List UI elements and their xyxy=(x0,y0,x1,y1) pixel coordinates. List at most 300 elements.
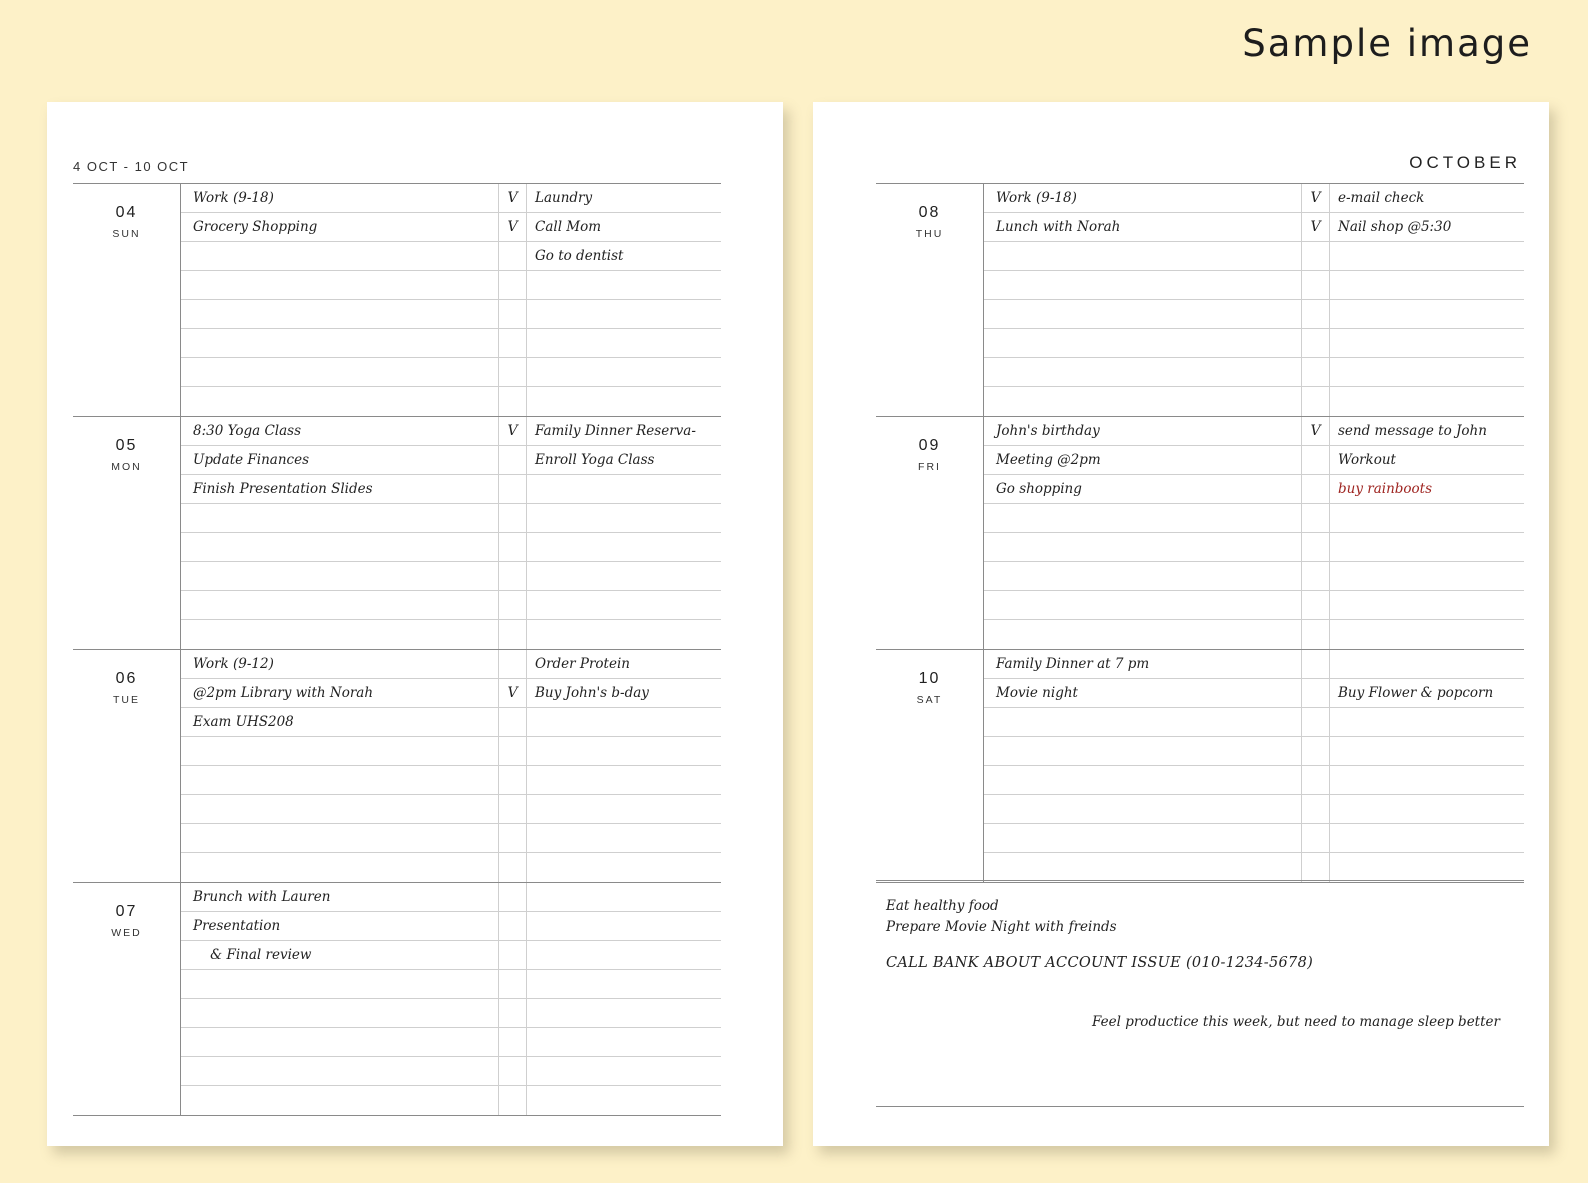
todo-cell[interactable] xyxy=(1330,679,1524,708)
planner-row xyxy=(181,329,721,358)
task-cell[interactable] xyxy=(181,912,499,941)
notes-area xyxy=(876,880,1524,1107)
check-cell[interactable] xyxy=(499,271,527,300)
planner-row xyxy=(181,591,721,620)
todo-cell[interactable] xyxy=(527,737,721,766)
todo-cell[interactable] xyxy=(1330,853,1524,882)
check-cell[interactable] xyxy=(1302,475,1330,504)
todo-cell[interactable] xyxy=(527,650,721,679)
todo-cell-text: Call Mom xyxy=(535,219,602,235)
task-cell[interactable] xyxy=(984,475,1302,504)
check-cell[interactable] xyxy=(499,533,527,562)
todo-cell[interactable] xyxy=(527,300,721,329)
check-cell[interactable] xyxy=(499,213,527,242)
check-cell[interactable] xyxy=(499,562,527,591)
planner-row xyxy=(984,504,1524,533)
day-block xyxy=(73,416,721,649)
task-cell[interactable] xyxy=(984,504,1302,533)
check-cell[interactable] xyxy=(499,999,527,1028)
check-cell[interactable] xyxy=(499,679,527,708)
task-cell[interactable] xyxy=(181,475,499,504)
planner-row xyxy=(181,679,721,708)
day-number: 07 xyxy=(115,903,138,920)
check-cell[interactable] xyxy=(499,1028,527,1057)
todo-cell[interactable] xyxy=(527,795,721,824)
day-label xyxy=(73,650,181,882)
day-rows xyxy=(984,184,1524,416)
day-label xyxy=(73,184,181,416)
check-cell[interactable] xyxy=(1302,184,1330,213)
planner-row xyxy=(984,300,1524,329)
todo-cell[interactable] xyxy=(527,329,721,358)
planner-row xyxy=(181,184,721,213)
check-cell[interactable] xyxy=(499,446,527,475)
task-cell[interactable] xyxy=(984,271,1302,300)
todo-cell[interactable] xyxy=(527,504,721,533)
task-cell[interactable] xyxy=(181,679,499,708)
todo-cell[interactable] xyxy=(1330,213,1524,242)
task-cell[interactable] xyxy=(984,358,1302,387)
check-cell-text: V xyxy=(1310,190,1321,206)
check-cell[interactable] xyxy=(499,620,527,649)
check-cell[interactable] xyxy=(1302,766,1330,795)
check-cell[interactable] xyxy=(499,358,527,387)
check-cell[interactable] xyxy=(499,737,527,766)
check-cell[interactable] xyxy=(499,300,527,329)
task-cell-text: @2pm Library with Norah xyxy=(193,685,374,701)
planner-row xyxy=(181,912,721,941)
todo-cell[interactable] xyxy=(527,213,721,242)
task-cell[interactable] xyxy=(181,591,499,620)
check-cell[interactable] xyxy=(1302,213,1330,242)
planner-row xyxy=(984,417,1524,446)
day-name: SAT xyxy=(916,694,943,706)
right-week-grid xyxy=(876,183,1524,883)
todo-cell-text: Enroll Yoga Class xyxy=(535,452,655,468)
planner-row xyxy=(984,387,1524,416)
todo-cell[interactable] xyxy=(1330,387,1524,416)
sample-image-label: Sample image xyxy=(1242,22,1532,65)
todo-cell[interactable] xyxy=(1330,300,1524,329)
todo-cell[interactable] xyxy=(1330,708,1524,737)
check-cell[interactable] xyxy=(1302,533,1330,562)
check-cell[interactable] xyxy=(1302,795,1330,824)
day-name: FRI xyxy=(918,461,941,473)
task-cell-text: Go shopping xyxy=(996,481,1082,497)
planner-row xyxy=(984,679,1524,708)
todo-cell[interactable] xyxy=(527,1086,721,1115)
day-number: 08 xyxy=(918,204,941,221)
check-cell[interactable] xyxy=(1302,853,1330,882)
todo-cell[interactable] xyxy=(1330,591,1524,620)
task-cell[interactable] xyxy=(984,387,1302,416)
todo-cell[interactable] xyxy=(527,358,721,387)
planner-row xyxy=(181,853,721,882)
todo-cell[interactable] xyxy=(1330,795,1524,824)
task-cell[interactable] xyxy=(984,766,1302,795)
check-cell[interactable] xyxy=(1302,620,1330,649)
check-cell[interactable] xyxy=(499,1057,527,1086)
todo-cell[interactable] xyxy=(1330,620,1524,649)
check-cell-text: V xyxy=(507,423,518,439)
check-cell[interactable] xyxy=(499,650,527,679)
check-cell-text: V xyxy=(507,190,518,206)
day-number: 05 xyxy=(115,437,138,454)
task-cell[interactable] xyxy=(984,562,1302,591)
task-cell[interactable] xyxy=(984,329,1302,358)
todo-cell[interactable] xyxy=(527,679,721,708)
planner-left-page xyxy=(47,102,783,1146)
check-cell[interactable] xyxy=(499,795,527,824)
task-cell[interactable] xyxy=(984,679,1302,708)
task-cell-text: Update Finances xyxy=(193,452,310,468)
task-cell[interactable] xyxy=(181,1057,499,1086)
day-label xyxy=(73,883,181,1115)
todo-cell[interactable] xyxy=(527,446,721,475)
task-cell-text: Grocery Shopping xyxy=(193,219,318,235)
task-cell[interactable] xyxy=(984,213,1302,242)
planner-row xyxy=(984,737,1524,766)
check-cell[interactable] xyxy=(499,242,527,271)
planner-row xyxy=(181,271,721,300)
task-cell[interactable] xyxy=(181,417,499,446)
planner-row xyxy=(984,562,1524,591)
planner-row xyxy=(181,358,721,387)
todo-cell[interactable] xyxy=(1330,242,1524,271)
task-cell-text: 8:30 Yoga Class xyxy=(193,423,302,439)
task-cell[interactable] xyxy=(984,242,1302,271)
planner-row xyxy=(984,824,1524,853)
todo-cell[interactable] xyxy=(527,766,721,795)
task-cell-text: Exam UHS208 xyxy=(193,714,294,730)
planner-row xyxy=(984,242,1524,271)
planner-row xyxy=(181,795,721,824)
check-cell[interactable] xyxy=(499,941,527,970)
todo-cell[interactable] xyxy=(1330,184,1524,213)
note-line: Eat healthy food xyxy=(886,898,999,914)
todo-cell[interactable] xyxy=(527,999,721,1028)
task-cell[interactable] xyxy=(181,446,499,475)
todo-cell[interactable] xyxy=(1330,417,1524,446)
planner-row xyxy=(181,737,721,766)
planner-row xyxy=(984,446,1524,475)
task-cell-text: Meeting @2pm xyxy=(996,452,1101,468)
task-cell[interactable] xyxy=(181,213,499,242)
planner-row xyxy=(984,475,1524,504)
check-cell[interactable] xyxy=(1302,358,1330,387)
todo-cell-text: send message to John xyxy=(1338,423,1487,439)
todo-cell-text: Laundry xyxy=(535,190,593,206)
planner-row xyxy=(181,213,721,242)
check-cell[interactable] xyxy=(499,970,527,999)
planner-row xyxy=(181,620,721,649)
day-label xyxy=(876,417,984,649)
todo-cell[interactable] xyxy=(527,184,721,213)
todo-cell[interactable] xyxy=(527,271,721,300)
todo-cell[interactable] xyxy=(527,475,721,504)
day-block xyxy=(876,183,1524,416)
planner-row xyxy=(181,824,721,853)
task-cell-text: Finish Presentation Slides xyxy=(193,481,373,497)
task-cell[interactable] xyxy=(181,766,499,795)
planner-row xyxy=(984,213,1524,242)
todo-cell-text: Buy John's b-day xyxy=(535,685,649,701)
todo-cell[interactable] xyxy=(1330,650,1524,679)
task-cell[interactable] xyxy=(984,853,1302,882)
planner-row xyxy=(984,708,1524,737)
task-cell[interactable] xyxy=(984,446,1302,475)
task-cell[interactable] xyxy=(181,358,499,387)
task-cell[interactable] xyxy=(181,737,499,766)
task-cell[interactable] xyxy=(984,650,1302,679)
planner-row xyxy=(984,533,1524,562)
task-cell[interactable] xyxy=(181,300,499,329)
planner-row xyxy=(181,650,721,679)
task-cell[interactable] xyxy=(181,999,499,1028)
todo-cell[interactable] xyxy=(1330,271,1524,300)
planner-row xyxy=(181,475,721,504)
planner-row xyxy=(181,1057,721,1086)
task-cell[interactable] xyxy=(181,795,499,824)
check-cell[interactable] xyxy=(499,912,527,941)
todo-cell[interactable] xyxy=(1330,475,1524,504)
check-cell-text: V xyxy=(1310,423,1321,439)
day-number: 04 xyxy=(115,204,138,221)
todo-cell[interactable] xyxy=(1330,824,1524,853)
planner-row xyxy=(181,387,721,416)
todo-cell[interactable] xyxy=(527,417,721,446)
planner-row xyxy=(984,329,1524,358)
task-cell[interactable] xyxy=(984,824,1302,853)
task-cell[interactable] xyxy=(984,533,1302,562)
day-name: SUN xyxy=(112,228,141,240)
check-cell[interactable] xyxy=(1302,417,1330,446)
check-cell[interactable] xyxy=(499,504,527,533)
task-cell[interactable] xyxy=(181,824,499,853)
check-cell[interactable] xyxy=(499,824,527,853)
task-cell-text: Presentation xyxy=(193,918,281,934)
todo-cell[interactable] xyxy=(1330,562,1524,591)
day-block xyxy=(876,416,1524,649)
check-cell[interactable] xyxy=(1302,300,1330,329)
day-rows xyxy=(181,883,721,1115)
planner-row xyxy=(181,941,721,970)
todo-cell[interactable] xyxy=(1330,329,1524,358)
check-cell[interactable] xyxy=(499,417,527,446)
task-cell[interactable] xyxy=(984,737,1302,766)
todo-cell[interactable] xyxy=(527,912,721,941)
day-label xyxy=(876,650,984,882)
todo-cell-text: Workout xyxy=(1338,452,1396,468)
todo-cell[interactable] xyxy=(1330,737,1524,766)
task-cell[interactable] xyxy=(181,504,499,533)
check-cell[interactable] xyxy=(1302,591,1330,620)
check-cell[interactable] xyxy=(1302,504,1330,533)
check-cell[interactable] xyxy=(1302,329,1330,358)
check-cell-text: V xyxy=(507,685,518,701)
check-cell[interactable] xyxy=(499,853,527,882)
task-cell[interactable] xyxy=(181,533,499,562)
day-rows xyxy=(181,650,721,882)
planner-row xyxy=(984,853,1524,882)
day-number: 09 xyxy=(918,437,941,454)
todo-cell[interactable] xyxy=(527,562,721,591)
task-cell[interactable] xyxy=(984,417,1302,446)
day-name: WED xyxy=(111,927,142,939)
check-cell[interactable] xyxy=(1302,562,1330,591)
day-block xyxy=(876,649,1524,883)
day-label xyxy=(876,184,984,416)
check-cell[interactable] xyxy=(1302,387,1330,416)
todo-cell-text: Family Dinner Reserva- xyxy=(535,423,696,439)
todo-cell[interactable] xyxy=(1330,446,1524,475)
planner-row xyxy=(984,591,1524,620)
planner-row xyxy=(181,417,721,446)
check-cell[interactable] xyxy=(499,883,527,912)
task-cell[interactable] xyxy=(181,271,499,300)
check-cell[interactable] xyxy=(1302,737,1330,766)
task-cell[interactable] xyxy=(181,1086,499,1115)
todo-cell[interactable] xyxy=(527,387,721,416)
task-cell[interactable] xyxy=(181,853,499,882)
task-cell[interactable] xyxy=(984,591,1302,620)
todo-cell[interactable] xyxy=(527,242,721,271)
planner-row xyxy=(181,766,721,795)
check-cell[interactable] xyxy=(1302,446,1330,475)
todo-cell[interactable] xyxy=(527,853,721,882)
planner-row xyxy=(984,358,1524,387)
day-name: MON xyxy=(111,461,142,473)
todo-cell[interactable] xyxy=(1330,358,1524,387)
date-range-label: 4 OCT - 10 OCT xyxy=(73,159,190,174)
todo-cell[interactable] xyxy=(527,1028,721,1057)
check-cell[interactable] xyxy=(499,591,527,620)
planner-row xyxy=(181,708,721,737)
check-cell[interactable] xyxy=(499,387,527,416)
planner-row xyxy=(984,766,1524,795)
day-name: THU xyxy=(915,228,944,240)
task-cell-text: Brunch with Lauren xyxy=(193,889,331,905)
planner-row xyxy=(984,620,1524,649)
task-cell[interactable] xyxy=(984,184,1302,213)
day-number: 10 xyxy=(918,670,941,687)
todo-cell[interactable] xyxy=(1330,766,1524,795)
planner-row xyxy=(984,184,1524,213)
planner-row xyxy=(984,271,1524,300)
note-line: CALL BANK ABOUT ACCOUNT ISSUE (010-1234-5678) xyxy=(886,955,1314,971)
check-cell[interactable] xyxy=(499,184,527,213)
check-cell[interactable] xyxy=(499,766,527,795)
month-label: OCTOBER xyxy=(1409,153,1521,172)
planner-row xyxy=(181,446,721,475)
task-cell[interactable] xyxy=(181,1028,499,1057)
task-cell[interactable] xyxy=(181,650,499,679)
todo-cell[interactable] xyxy=(527,941,721,970)
check-cell[interactable] xyxy=(499,1086,527,1115)
day-number: 06 xyxy=(115,670,138,687)
day-rows xyxy=(181,184,721,416)
planner-row xyxy=(181,562,721,591)
check-cell[interactable] xyxy=(499,708,527,737)
planner-row xyxy=(181,970,721,999)
day-rows xyxy=(984,650,1524,882)
day-label xyxy=(73,417,181,649)
task-cell[interactable] xyxy=(181,562,499,591)
todo-cell[interactable] xyxy=(527,824,721,853)
todo-cell-text: Go to dentist xyxy=(535,248,624,264)
task-cell[interactable] xyxy=(181,620,499,649)
check-cell-text: V xyxy=(1310,219,1321,235)
day-block xyxy=(73,183,721,416)
todo-cell[interactable] xyxy=(1330,504,1524,533)
check-cell[interactable] xyxy=(1302,679,1330,708)
task-cell-text: Movie night xyxy=(996,685,1078,701)
day-name: TUE xyxy=(113,694,140,706)
task-cell[interactable] xyxy=(181,329,499,358)
check-cell[interactable] xyxy=(1302,271,1330,300)
task-cell-text: Lunch with Norah xyxy=(996,219,1121,235)
check-cell[interactable] xyxy=(499,475,527,504)
planner-row xyxy=(984,650,1524,679)
task-cell[interactable] xyxy=(181,708,499,737)
task-cell-text: John's birthday xyxy=(996,423,1100,439)
task-cell[interactable] xyxy=(181,941,499,970)
task-cell[interactable] xyxy=(984,620,1302,649)
todo-cell-text: Nail shop @5:30 xyxy=(1338,219,1452,235)
planner-right-page xyxy=(813,102,1549,1146)
check-cell[interactable] xyxy=(1302,708,1330,737)
planner-row xyxy=(181,242,721,271)
todo-cell[interactable] xyxy=(527,533,721,562)
day-block xyxy=(73,649,721,882)
todo-cell[interactable] xyxy=(1330,533,1524,562)
task-cell-text: Work (9-18) xyxy=(193,190,274,206)
day-rows xyxy=(984,417,1524,649)
check-cell[interactable] xyxy=(1302,650,1330,679)
planner-row xyxy=(181,883,721,912)
check-cell[interactable] xyxy=(499,329,527,358)
task-cell-text: Work (9-12) xyxy=(193,656,274,672)
todo-cell[interactable] xyxy=(527,1057,721,1086)
todo-cell[interactable] xyxy=(527,620,721,649)
planner-row xyxy=(181,533,721,562)
task-cell[interactable] xyxy=(181,387,499,416)
todo-cell-text: buy rainboots xyxy=(1338,481,1433,497)
planner-row xyxy=(984,795,1524,824)
task-cell[interactable] xyxy=(984,300,1302,329)
todo-cell-text: e-mail check xyxy=(1338,190,1425,206)
planner-row xyxy=(181,999,721,1028)
todo-cell[interactable] xyxy=(527,708,721,737)
task-cell[interactable] xyxy=(984,708,1302,737)
day-rows xyxy=(181,417,721,649)
task-cell[interactable] xyxy=(984,795,1302,824)
todo-cell[interactable] xyxy=(527,970,721,999)
planner-row xyxy=(181,1086,721,1115)
check-cell[interactable] xyxy=(1302,242,1330,271)
task-cell[interactable] xyxy=(181,242,499,271)
check-cell[interactable] xyxy=(1302,824,1330,853)
task-cell[interactable] xyxy=(181,184,499,213)
planner-row xyxy=(181,1028,721,1057)
task-cell[interactable] xyxy=(181,970,499,999)
todo-cell[interactable] xyxy=(527,591,721,620)
task-cell[interactable] xyxy=(181,883,499,912)
todo-cell-text: Buy Flower & popcorn xyxy=(1338,685,1494,701)
note-line: Prepare Movie Night with freinds xyxy=(886,919,1117,935)
todo-cell[interactable] xyxy=(527,883,721,912)
planner-row xyxy=(181,300,721,329)
